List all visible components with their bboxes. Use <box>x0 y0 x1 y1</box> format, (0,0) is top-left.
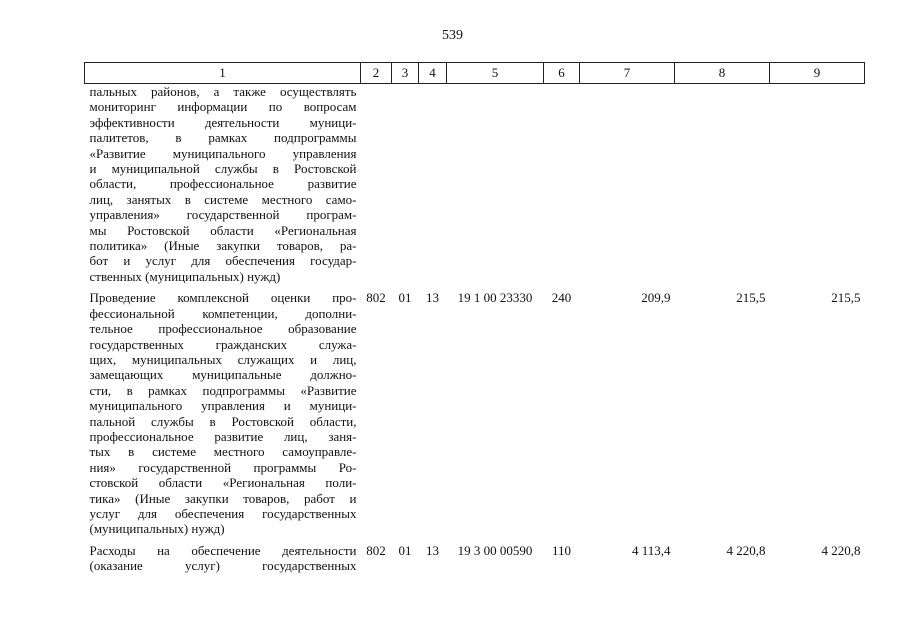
cell-amount-year1 <box>580 84 675 285</box>
cell-ministry <box>361 84 392 285</box>
cell-section: 01 <box>398 542 412 558</box>
description-line: мы Ростовской области «Региональная <box>89 222 357 238</box>
cell-target-article: 19 1 00 23330 <box>457 290 533 306</box>
header-col-1: 1 <box>85 63 361 84</box>
header-col-8: 8 <box>675 63 770 84</box>
description-line: пальных районов, а также осуществлять <box>89 84 357 99</box>
description-line: замещающих муниципальные должно- <box>89 367 357 383</box>
cell-ministry: 802 <box>366 542 386 558</box>
description-line: области, профессиональное развитие <box>89 176 357 192</box>
description-line: тых в системе местного самоуправле- <box>89 444 357 460</box>
description-line: тельное профессиональное образование <box>89 321 357 337</box>
description-line: Расходы на обеспечение деятельности <box>89 542 357 558</box>
header-col-4: 4 <box>419 63 447 84</box>
cell-expense-type: 110 <box>551 542 572 558</box>
table-row <box>85 84 865 285</box>
cell-amount-year2: 215,5 <box>736 290 766 306</box>
description-line: палитетов, в рамках подпрограммы <box>89 130 357 146</box>
budget-table <box>84 62 865 574</box>
header-col-7: 7 <box>580 63 675 84</box>
description-line: Проведение комплексной оценки про- <box>89 290 357 306</box>
cell-expense-type: 240 <box>551 290 572 306</box>
cell-section: 01 <box>398 290 412 306</box>
header-col-5: 5 <box>447 63 544 84</box>
description-line: эффективности деятельности муници- <box>89 114 357 130</box>
cell-section <box>392 84 419 285</box>
description-line: фессиональной компетенции, дополни- <box>89 305 357 321</box>
header-col-3: 3 <box>392 63 419 84</box>
cell-target-article: 19 3 00 00590 <box>457 542 533 558</box>
cell-amount-year3: 215,5 <box>831 290 861 306</box>
description-line: профессиональное развитие лиц, заня- <box>89 428 357 444</box>
cell-ministry: 802 <box>366 290 386 306</box>
cell-description <box>85 537 361 574</box>
description-line: (муниципальных) нужд) <box>89 521 225 537</box>
table-row <box>85 284 865 537</box>
cell-subsection: 13 <box>426 542 439 558</box>
header-col-9: 9 <box>770 63 865 84</box>
description-line: бот и услуг для обеспечения государ- <box>89 253 357 269</box>
description-line: мониторинг информации по вопросам <box>89 99 357 115</box>
cell-subsection <box>419 84 447 285</box>
cell-amount-year1: 4 113,4 <box>631 542 671 558</box>
cell-amount-year1: 209,9 <box>641 290 671 306</box>
description-line: стовской области «Региональная поли- <box>89 475 357 491</box>
description-line: политика» (Иные закупки товаров, ра- <box>89 238 357 254</box>
cell-amount-year3 <box>770 84 865 285</box>
description-line: тика» (Иные закупки товаров, работ и <box>89 490 357 506</box>
description-line: «Развитие муниципального управления <box>89 145 357 161</box>
description-line: ственных (муниципальных) нужд) <box>89 268 281 284</box>
description-line: (оказание услуг) государственных <box>89 558 357 574</box>
page-number: 539 <box>442 28 463 43</box>
description-line: пальной службы в Ростовской области, <box>89 413 357 429</box>
cell-amount-year2 <box>675 84 770 285</box>
header-col-2: 2 <box>361 63 392 84</box>
cell-expense-type <box>544 84 580 285</box>
header-col-6: 6 <box>544 63 580 84</box>
table-row <box>85 537 865 574</box>
cell-subsection: 13 <box>426 290 439 306</box>
description-line: лиц, занятых в системе местного само- <box>89 191 357 207</box>
description-line: щих, муниципальных служащих и лиц, <box>89 351 357 367</box>
table-header <box>85 63 865 84</box>
cell-amount-year2: 4 220,8 <box>726 542 766 558</box>
description-line: сти, в рамках подпрограммы «Развитие <box>89 382 357 398</box>
cell-description <box>85 284 361 537</box>
table-body <box>85 84 865 574</box>
description-line: ния» государственной программы Ро- <box>89 459 357 475</box>
description-line: и муниципальной службы в Ростовской <box>89 161 357 177</box>
description-line: муниципального управления и муници- <box>89 398 357 414</box>
description-line: государственных гражданских служа- <box>89 336 357 352</box>
description-line: управления» государственной програм- <box>89 207 357 223</box>
description-line: услуг для обеспечения государственных <box>89 505 357 521</box>
header-row <box>85 63 865 84</box>
cell-description <box>85 84 361 285</box>
cell-target-article <box>447 84 544 285</box>
cell-amount-year3: 4 220,8 <box>821 542 861 558</box>
